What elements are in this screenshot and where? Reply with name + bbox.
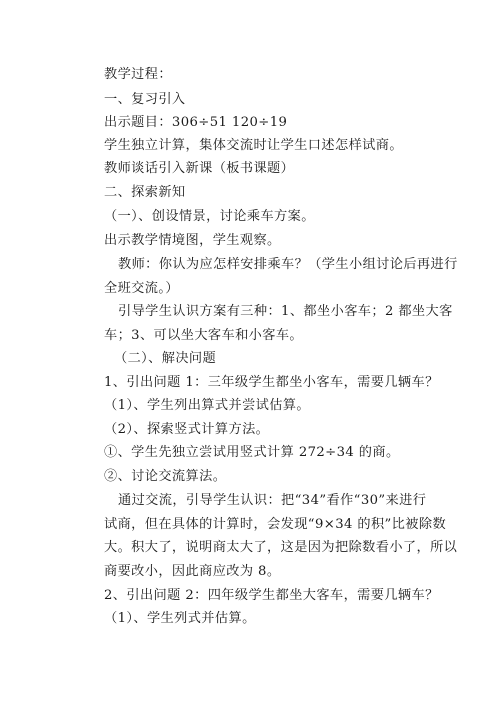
paragraph-line: 大。积大了，说明商太大了，这是因为把除数看小了，所以	[104, 540, 458, 555]
paragraph-line: 学生独立计算，集体交流时让学生口述怎样试商。	[104, 138, 403, 153]
subsection-solve: （二）、解决问题	[114, 351, 217, 366]
paragraph-line: 通过交流，引导学生认识：把“34”看作“30”来进行	[118, 493, 427, 508]
paragraph-line: 教师谈话引入新课（板书课题）	[104, 161, 295, 176]
paragraph-line: 商要改小，因此商应改为 8。	[104, 564, 281, 579]
question-line: 1、引出问题 1：三年级学生都坐小客车，需要几辆车？	[104, 375, 439, 390]
step-line: ②、讨论交流算法。	[104, 469, 227, 484]
section-explore: 二、探索新知	[104, 185, 186, 200]
step-line: （2）、探索竖式计算方法。	[104, 422, 270, 437]
paragraph-line: 出示教学情境图，学生观察。	[104, 233, 281, 248]
paragraph-line: 试商，但在具体的计算时，会发现“9×34 的积”比被除数	[104, 517, 447, 532]
heading-teaching-process: 教学过程：	[104, 67, 172, 82]
question-line: 2、引出问题 2：四年级学生都坐大客车，需要几辆车？	[104, 588, 439, 603]
paragraph-line: 教师：你认为应怎样安排乘车？（学生小组讨论后再进行	[118, 257, 458, 272]
paragraph-line: 车；3、可以坐大客车和小客车。	[104, 328, 304, 343]
paragraph-line: 全班交流。）	[104, 281, 179, 296]
section-review-intro: 一、复习引入	[104, 92, 186, 107]
problem-statement: 出示题目：306÷51 120÷19	[104, 115, 288, 130]
paragraph-line: 引导学生认识方案有三种：1、都坐小客车；2 都坐大客	[118, 304, 453, 319]
step-line: （1）、学生列式并估算。	[104, 611, 256, 626]
step-line: ①、学生先独立尝试用竖式计算 272÷34 的商。	[104, 445, 400, 460]
step-line: （1）、学生列出算式并尝试估算。	[104, 398, 311, 413]
subsection-scenario: （一）、创设情景，讨论乘车方案。	[104, 209, 315, 224]
